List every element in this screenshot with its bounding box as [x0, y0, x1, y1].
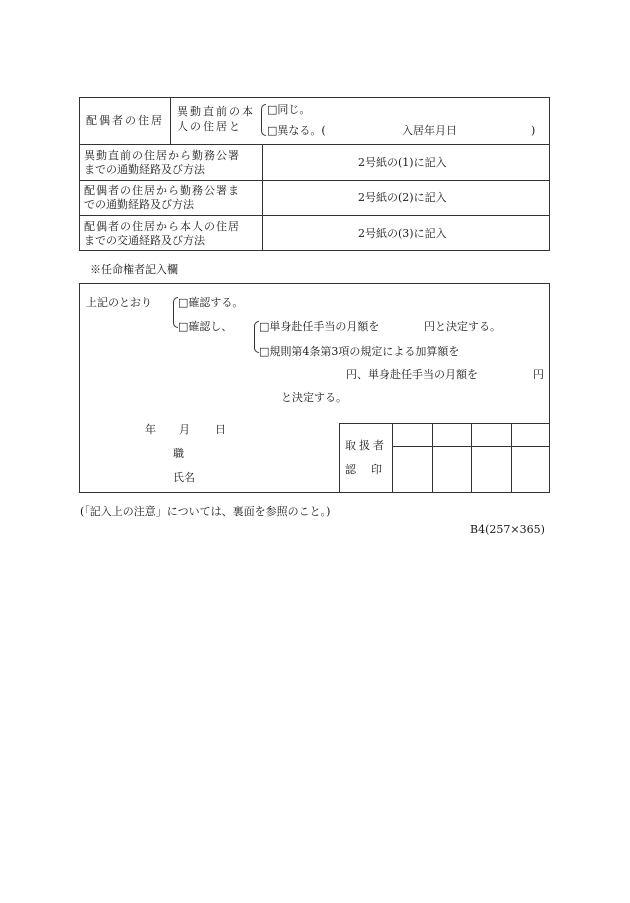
appointer-box [79, 283, 550, 493]
date-year-label: 年 [145, 423, 156, 436]
spouse-commute-label-line2: での通勤経路及び方法 [84, 198, 194, 211]
confirm-with-checkbox[interactable]: □確認し、 [178, 320, 233, 333]
name-label: 氏名 [173, 471, 195, 484]
travel-route-label-line1: 配偶者の住居から本人の住居 [84, 220, 240, 233]
seal-grid-left [339, 423, 340, 493]
appointer-section-heading: ※任命権者記入欄 [90, 263, 178, 276]
option-different-checkbox[interactable]: □異なる。( [267, 124, 326, 137]
seal-grid-middle [392, 446, 550, 447]
option-additional-decide: と決定する。 [281, 391, 347, 404]
confirm-checkbox[interactable]: □確認する。 [178, 296, 244, 309]
seal-grid-divider [511, 423, 512, 493]
commute-label-line2: までの通勤経路及び方法 [84, 163, 205, 176]
spouse-commute-label-line1: 配偶者の住居から勤務公署ま [84, 184, 240, 197]
option-monthly-amount-suffix: 円と決定する。 [424, 320, 501, 333]
handler-seal-label: 認 印 [345, 463, 384, 476]
commute-value: 2号紙の(1)に記入 [358, 156, 447, 169]
seal-grid-divider [471, 423, 472, 493]
option-additional-amount-text: 円、単身赴任手当の月額を [346, 368, 478, 381]
seal-grid-divider [392, 423, 393, 493]
spouse-residence-label: 配偶者の住居 [86, 114, 164, 127]
row1-brace [261, 104, 266, 136]
date-month-label: 月 [179, 423, 190, 436]
date-day-label: 日 [215, 423, 226, 436]
option-same-checkbox[interactable]: □同じ。 [267, 103, 311, 116]
move-in-date-label: 入居年月日 [402, 124, 457, 137]
commute-label-line1: 異動直前の住居から勤務公署 [84, 149, 240, 162]
seal-grid-divider [432, 423, 433, 493]
travel-route-label-line2: までの交通経路及び方法 [84, 234, 205, 247]
upper-table-row-divider [79, 180, 550, 181]
option-additional-amount-checkbox[interactable]: □規則第4条第3項の規定による加算額を [259, 345, 460, 358]
upper-table-col-divider [170, 97, 171, 144]
seal-grid-top [339, 423, 550, 424]
paper-size-label: B4(257×365) [470, 523, 545, 536]
upper-table-col-divider [262, 144, 263, 251]
upper-table-row-divider [79, 144, 550, 145]
title-label: 職 [173, 447, 184, 460]
option-additional-yen: 円 [533, 368, 544, 381]
close-paren: ) [531, 124, 536, 137]
handler-label: 取扱者 [345, 439, 387, 452]
upper-table-row-divider [79, 215, 550, 216]
travel-route-value: 2号紙の(3)に記入 [358, 227, 447, 240]
footer-note: (「記入上の注意」については、裏面を参照のこと。) [80, 505, 331, 518]
intro-text: 上記のとおり [86, 296, 152, 309]
option-monthly-amount-checkbox[interactable]: □単身赴任手当の月額を [259, 320, 380, 333]
pre-transfer-label-line2: 人の住居と [177, 120, 242, 133]
spouse-commute-value: 2号紙の(2)に記入 [358, 191, 447, 204]
pre-transfer-label-line1: 異動直前の本 [177, 105, 255, 118]
